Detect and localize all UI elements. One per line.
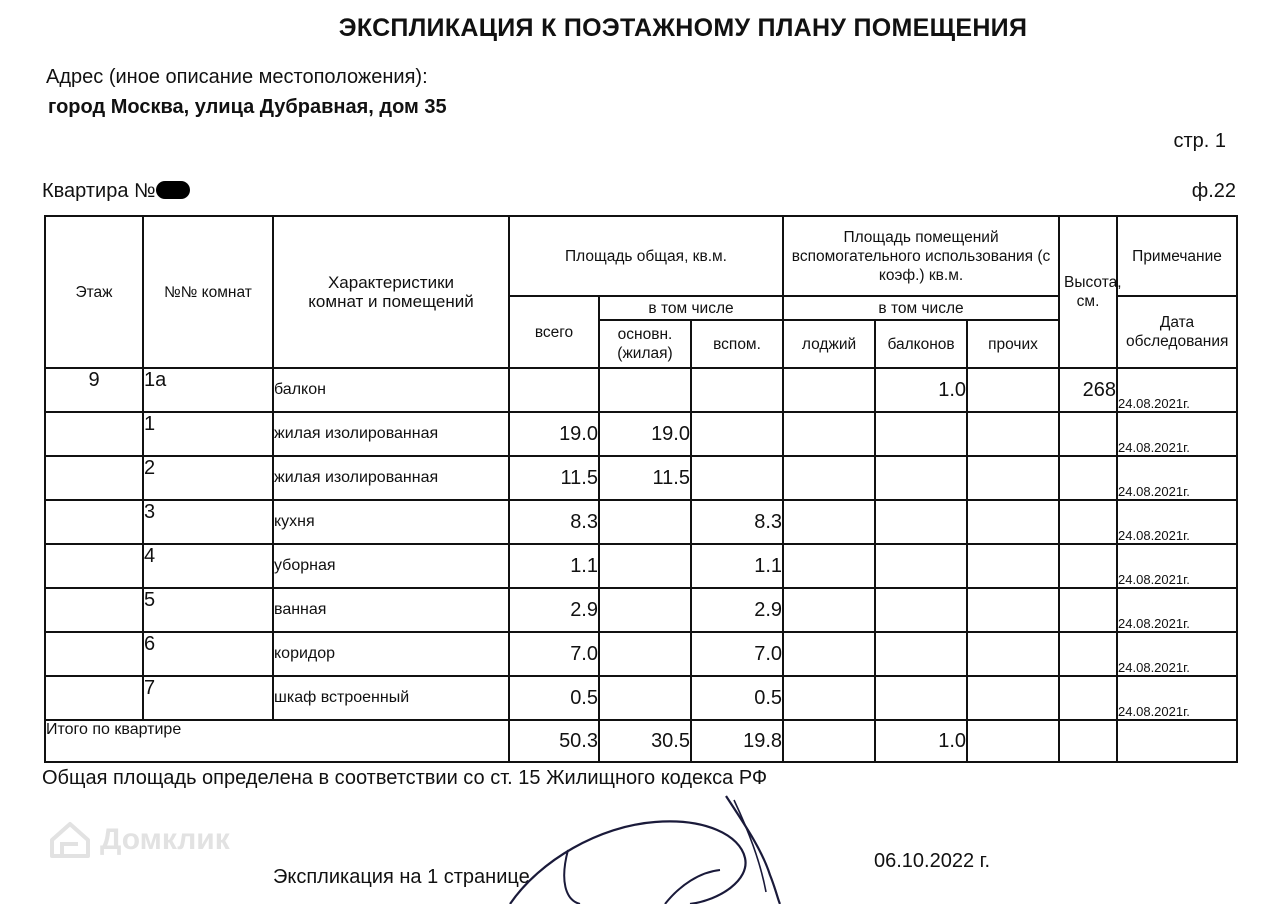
row-floor: 9	[45, 368, 143, 412]
header-height: Высота, см.	[1059, 216, 1117, 368]
row-survey-date: 24.08.2021г.	[1117, 676, 1237, 720]
header-including-aux: в том числе	[783, 296, 1059, 320]
row-room-number: 2	[143, 456, 273, 500]
row-room-number: 4	[143, 544, 273, 588]
row-floor	[45, 500, 143, 544]
address-value: город Москва, улица Дубравная, дом 35	[48, 96, 447, 118]
row-survey-date: 24.08.2021г.	[1117, 500, 1237, 544]
row-floor	[45, 588, 143, 632]
totals-row	[45, 720, 1237, 762]
apartment-label: Квартира №	[42, 180, 156, 202]
row-balcony	[875, 412, 967, 456]
row-room-number: 1а	[143, 368, 273, 412]
row-description: ванная	[273, 588, 509, 632]
pages-note: Экспликация на 1 странице	[273, 866, 530, 888]
row-loggia	[783, 588, 875, 632]
totals-note	[1117, 720, 1237, 762]
row-area-total	[509, 368, 599, 412]
row-balcony	[875, 632, 967, 676]
row-area-aux	[691, 456, 783, 500]
row-floor	[45, 544, 143, 588]
totals-other	[967, 720, 1059, 762]
row-area-total: 1.1	[509, 544, 599, 588]
row-loggia	[783, 500, 875, 544]
row-area-aux: 2.9	[691, 588, 783, 632]
table-row	[45, 544, 1237, 588]
row-floor	[45, 456, 143, 500]
row-floor	[45, 412, 143, 456]
row-room-number: 6	[143, 632, 273, 676]
row-height	[1059, 500, 1117, 544]
totals-height	[1059, 720, 1117, 762]
row-other	[967, 632, 1059, 676]
row-room-number: 5	[143, 588, 273, 632]
row-area-main	[599, 676, 691, 720]
row-height: 268	[1059, 368, 1117, 412]
row-other	[967, 676, 1059, 720]
totals-aux: 19.8	[691, 720, 783, 762]
row-area-main: 11.5	[599, 456, 691, 500]
row-other	[967, 588, 1059, 632]
sign-date: 06.10.2022 г.	[874, 850, 991, 872]
row-height	[1059, 412, 1117, 456]
form-code: ф.22	[1191, 180, 1236, 202]
apartment-number	[42, 180, 190, 203]
totals-loggia	[783, 720, 875, 762]
row-balcony	[875, 676, 967, 720]
row-area-main	[599, 588, 691, 632]
row-area-aux	[691, 368, 783, 412]
row-survey-date: 24.08.2021г.	[1117, 412, 1237, 456]
header-other: прочих	[967, 320, 1059, 368]
row-balcony	[875, 588, 967, 632]
row-floor	[45, 632, 143, 676]
row-other	[967, 412, 1059, 456]
row-balcony	[875, 544, 967, 588]
row-loggia	[783, 544, 875, 588]
row-loggia	[783, 412, 875, 456]
header-floor: Этаж	[45, 216, 143, 368]
header-aux: вспом.	[691, 320, 783, 368]
row-loggia	[783, 456, 875, 500]
table-row	[45, 588, 1237, 632]
row-survey-date: 24.08.2021г.	[1117, 588, 1237, 632]
table-row	[45, 412, 1237, 456]
house-icon	[48, 820, 92, 860]
row-description: жилая изолированная	[273, 412, 509, 456]
table-row	[45, 456, 1237, 500]
totals-label: Итого по квартире	[45, 720, 509, 762]
header-rooms: №№ комнат	[143, 216, 273, 368]
watermark-text: Домклик	[100, 823, 230, 856]
header-including: в том числе	[599, 296, 783, 320]
row-room-number: 3	[143, 500, 273, 544]
row-balcony	[875, 456, 967, 500]
row-other	[967, 456, 1059, 500]
table-row	[45, 500, 1237, 544]
totals-main: 30.5	[599, 720, 691, 762]
totals-balcony: 1.0	[875, 720, 967, 762]
row-height	[1059, 676, 1117, 720]
page-number: стр. 1	[1173, 130, 1226, 152]
row-survey-date: 24.08.2021г.	[1117, 368, 1237, 412]
row-room-number: 7	[143, 676, 273, 720]
row-height	[1059, 588, 1117, 632]
table-row	[45, 632, 1237, 676]
row-other	[967, 544, 1059, 588]
header-main: основн. (жилая)	[599, 320, 691, 368]
row-area-aux	[691, 412, 783, 456]
address-label: Адрес (иное описание местоположения):	[46, 66, 428, 88]
row-height	[1059, 632, 1117, 676]
header-survey-date: Дата обследования	[1117, 296, 1237, 368]
row-height	[1059, 456, 1117, 500]
row-loggia	[783, 676, 875, 720]
table-row	[45, 676, 1237, 720]
row-area-total: 11.5	[509, 456, 599, 500]
watermark	[48, 820, 230, 860]
row-description: жилая изолированная	[273, 456, 509, 500]
table-row	[45, 368, 1237, 412]
row-floor	[45, 676, 143, 720]
row-area-total: 0.5	[509, 676, 599, 720]
row-area-aux: 8.3	[691, 500, 783, 544]
row-area-main	[599, 500, 691, 544]
row-survey-date: 24.08.2021г.	[1117, 544, 1237, 588]
row-area-main	[599, 632, 691, 676]
row-description: уборная	[273, 544, 509, 588]
header-balconies: балконов	[875, 320, 967, 368]
row-survey-date: 24.08.2021г.	[1117, 456, 1237, 500]
explication-table	[44, 215, 1238, 763]
header-loggias: лоджий	[783, 320, 875, 368]
row-description: балкон	[273, 368, 509, 412]
row-description: коридор	[273, 632, 509, 676]
row-area-total: 7.0	[509, 632, 599, 676]
row-loggia	[783, 368, 875, 412]
row-room-number: 1	[143, 412, 273, 456]
footnote: Общая площадь определена в соответствии со ст. 15 Жилищного кодекса РФ	[42, 767, 768, 789]
row-height	[1059, 544, 1117, 588]
row-area-aux: 1.1	[691, 544, 783, 588]
row-area-total: 19.0	[509, 412, 599, 456]
row-area-total: 2.9	[509, 588, 599, 632]
row-other	[967, 368, 1059, 412]
row-area-aux: 7.0	[691, 632, 783, 676]
row-area-main: 19.0	[599, 412, 691, 456]
row-area-main	[599, 368, 691, 412]
header-total: всего	[509, 296, 599, 368]
redaction-mark	[156, 181, 190, 199]
totals-total: 50.3	[509, 720, 599, 762]
row-balcony: 1.0	[875, 368, 967, 412]
document-title: ЭКСПЛИКАЦИЯ К ПОЭТАЖНОМУ ПЛАНУ ПОМЕЩЕНИЯ	[338, 14, 1028, 42]
row-area-aux: 0.5	[691, 676, 783, 720]
header-characteristics: Характеристики комнат и помещений	[273, 216, 509, 368]
row-area-total: 8.3	[509, 500, 599, 544]
row-balcony	[875, 500, 967, 544]
header-total-area: Площадь общая, кв.м.	[509, 216, 783, 296]
row-other	[967, 500, 1059, 544]
row-description: шкаф встроенный	[273, 676, 509, 720]
row-survey-date: 24.08.2021г.	[1117, 632, 1237, 676]
header-aux-area: Площадь помещений вспомогательного использования (с коэф.) кв.м.	[783, 216, 1059, 296]
header-note: Примечание	[1117, 216, 1237, 296]
row-area-main	[599, 544, 691, 588]
row-description: кухня	[273, 500, 509, 544]
row-loggia	[783, 632, 875, 676]
